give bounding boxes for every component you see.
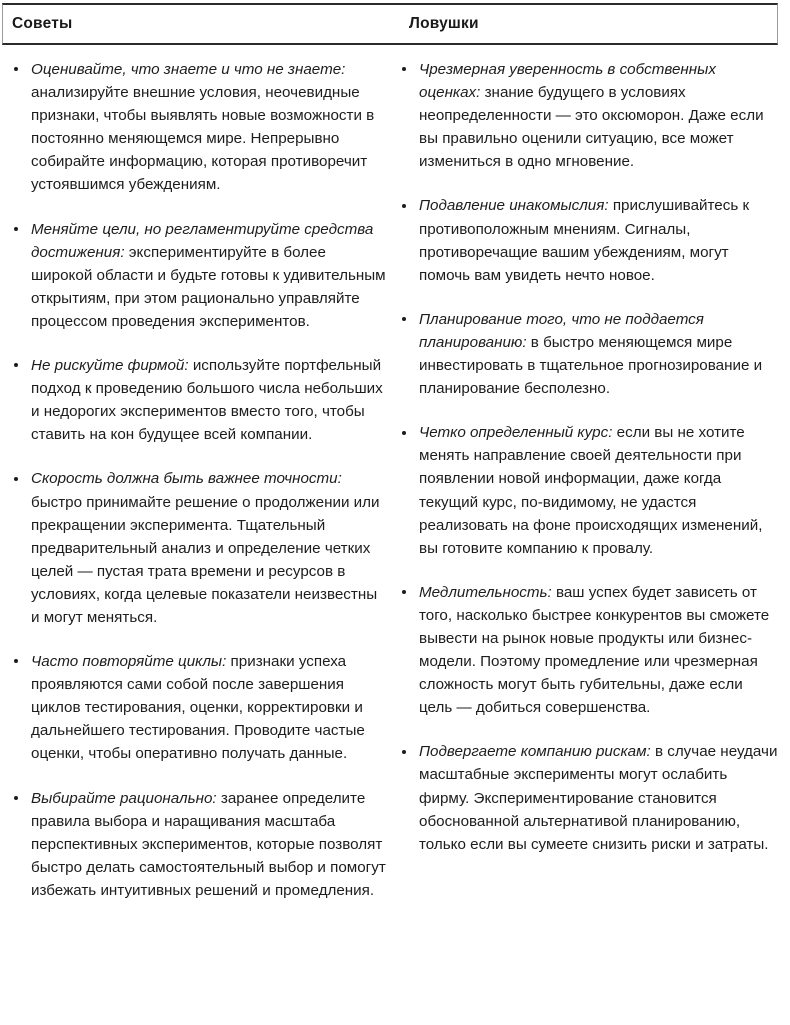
bullet-dot-icon: [402, 431, 406, 435]
table-header-row: [2, 3, 778, 45]
bullet-dot-icon: [14, 796, 18, 800]
list-item: [12, 467, 387, 629]
bullet-dot-icon: [14, 227, 18, 231]
list-item-body: используйте портфельный подход к проведению большого числа небольших и недорогих экспериментов вместо того, чтобы ставить на кон будущее всей компании.: [31, 357, 383, 444]
list-item: [12, 650, 387, 765]
list-item-body: в случае неудачи масштабные эксперименты могут ослабить фирму. Экспериментирование становится обоснованной альтернативой планированию, только если вы сумеете снизить риски и затраты.: [419, 743, 778, 853]
list-item-body: экспериментируйте в более широкой области и будьте готовы к удивительным открытиям, при этом рационально управляйте процессом проведения экспериментов.: [31, 243, 386, 330]
list-item: [400, 58, 780, 173]
list-item: [12, 354, 387, 446]
lovushki-list: [400, 58, 780, 856]
list-item-body: в быстро меняющемся мире инвестировать в тщательное прогнозирование и планирование бесполезно.: [419, 333, 763, 398]
table-column-sovety: [0, 58, 395, 902]
column-header-sovety: Советы: [12, 15, 73, 32]
list-item-body: анализируйте внешние условия, неочевидные признаки, чтобы выявлять новые возможности в постоянно меняющемся мире. Непрерывно собирайте информацию, которая противоречит устоявшимся убеждениям.: [31, 84, 375, 194]
list-item-lead: Оценивайте, что знаете и что не знаете:: [31, 61, 346, 78]
list-item-body: знание будущего в условиях неопределенности — это оксюморон. Даже если вы правильно оценили ситуацию, все может измениться в одно мгновение.: [419, 84, 764, 171]
list-item-body: признаки успеха проявляются сами собой после завершения циклов тестирования, оценки, корректировки и дальнейшего тестирования. Проводите частые оценки, чтобы оперативно получать данные.: [31, 653, 365, 763]
list-item-body: если вы не хотите менять направление своей деятельности при появлении новой информации, даже когда текущий курс, по-видимому, не удастся реализовать на фоне происходящих изменений, вы готовите компанию к провалу.: [419, 424, 763, 557]
list-item: [400, 740, 780, 855]
bullet-dot-icon: [402, 317, 406, 321]
list-item-body: ваш успех будет зависеть от того, насколько быстрее конкурентов вы сможете вывести на рынок новые продукты или бизнес-модели. Поэтому промедление или чрезмерная сложность могут быть губительны, даже если цель — добиться совершенства.: [419, 583, 770, 717]
list-item: [400, 421, 780, 560]
list-item: [12, 218, 387, 333]
table-body: [0, 58, 790, 902]
bullet-dot-icon: [402, 204, 406, 208]
sovety-list: [12, 58, 387, 902]
bullet-dot-icon: [402, 590, 406, 594]
column-header-lovushki: Ловушки: [409, 15, 479, 32]
list-item: [400, 194, 780, 286]
list-item-lead: Подвергаете компанию рискам:: [419, 743, 651, 761]
list-item-lead: Медлительность:: [419, 583, 552, 601]
table-column-lovushki: [395, 58, 790, 856]
list-item-lead: Чрезмерная уверенность в собственных оценках:: [419, 61, 716, 102]
list-item-lead: Четко определенный курс:: [419, 424, 613, 442]
list-item: [400, 308, 780, 400]
list-item-body: заранее определите правила выбора и наращивания масштаба перспективных экспериментов, которые позволят быстро делать самостоятельный выбор и помогут избежать интуитивных решений и промедления.: [31, 789, 386, 899]
list-item-lead: Часто повторяйте циклы:: [31, 653, 227, 671]
list-item-lead: Меняйте цели, но регламентируйте средства достижения:: [31, 220, 374, 261]
bullet-dot-icon: [402, 67, 406, 71]
list-item: [400, 581, 780, 720]
list-item: [12, 787, 387, 902]
bullet-dot-icon: [14, 67, 18, 71]
bullet-dot-icon: [14, 477, 18, 481]
list-item-lead: Выбирайте рационально:: [31, 789, 217, 807]
list-item: [12, 58, 387, 197]
bullet-dot-icon: [14, 363, 18, 367]
bullet-dot-icon: [402, 750, 406, 754]
bullet-dot-icon: [14, 659, 18, 663]
list-item-lead: Скорость должна быть важнее точности:: [31, 470, 342, 488]
list-item-lead: Планирование того, что не поддается планированию:: [419, 310, 704, 351]
list-item-lead: Не рискуйте фирмой:: [31, 357, 189, 375]
list-item-body: прислушивайтесь к противоположным мнениям. Сигналы, противоречащие вашим убеждениям, могут помочь вам увидеть нечто новое.: [419, 197, 750, 284]
list-item-lead: Подавление инакомыслия:: [419, 197, 609, 215]
list-item-body: быстро принимайте решение о продолжении или прекращении эксперимента. Тщательный предварительный анализ и определение четких целей — пустая трата времени и ресурсов в условиях, когда целевые показатели неизвестны и могут меняться.: [31, 493, 380, 626]
